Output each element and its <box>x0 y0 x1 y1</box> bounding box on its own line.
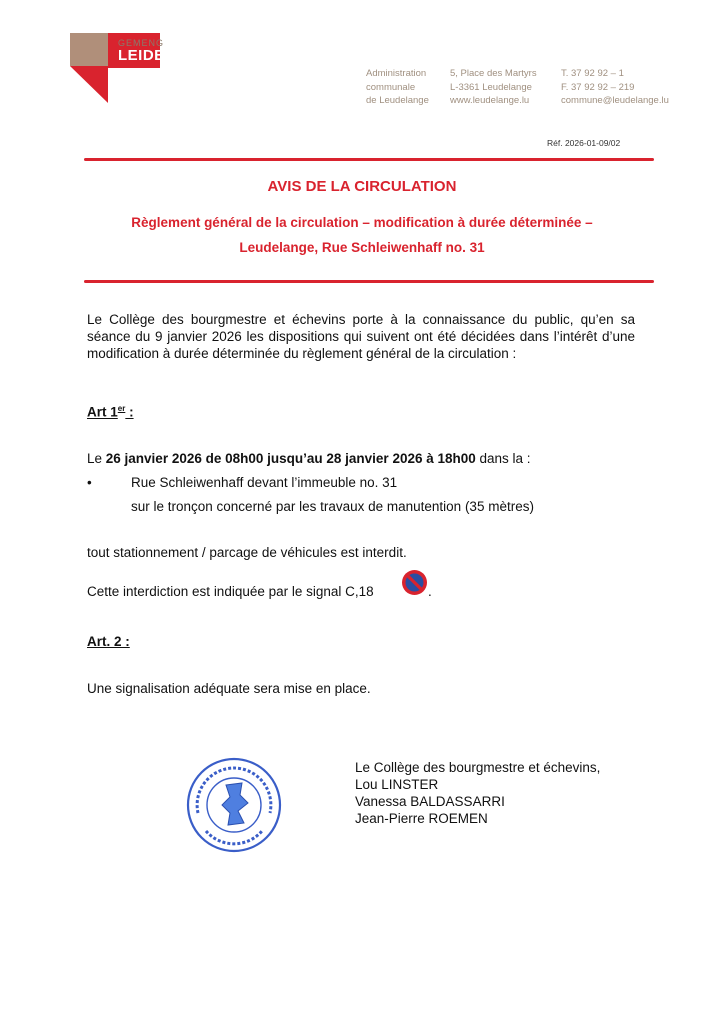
art2-heading: Art. 2 : <box>87 634 130 649</box>
intro-paragraph: Le Collège des bourgmestre et échevins porte à la connaissance du public, qu’en sa séance du 9 janvier 2026 les dispositions qui suivent ont été décidées dans l’intérêt d’une modification à durée déterminée du règlement général de la circulation : <box>87 312 635 361</box>
signature-alderman-1: Vanessa BALDASSARRI <box>355 794 505 809</box>
prohibition-text: tout stationnement / parcage de véhicules est interdit. <box>87 545 407 560</box>
signature-mayor: Lou LINSTER <box>355 777 439 792</box>
header-contact: T. 37 92 92 – 1 F. 37 92 92 – 219 commune@leudelange.lu <box>561 68 669 106</box>
subtitle-line2: Leudelange, Rue Schleiwenhaff no. 31 <box>239 240 485 255</box>
reference-number: Réf. 2026-01-09/02 <box>547 138 621 148</box>
signal-line: Cette interdiction est indiquée par le signal C,18 <box>87 584 374 599</box>
bullet-section: sur le tronçon concerné par les travaux de manutention (35 mètres) <box>131 499 534 514</box>
header-address: 5, Place des Martyrs L-3361 Leudelange www.leudelange.lu <box>450 68 537 106</box>
header-admin: Administration communale de Leudelange <box>366 68 429 106</box>
bullet-street: Rue Schleiwenhaff devant l’immeuble no. 31 <box>131 475 398 490</box>
divider-top <box>84 158 654 161</box>
signal-period: . <box>428 584 432 599</box>
logo-text-gemeng: GEMENG <box>118 38 165 48</box>
official-stamp <box>184 755 284 855</box>
period-line: Le 26 janvier 2026 de 08h00 jusqu’au 28 janvier 2026 à 18h00 dans la : <box>87 451 531 466</box>
no-parking-sign-icon <box>401 569 428 596</box>
subtitle-line1: Règlement général de la circulation – modification à durée déterminée – <box>131 215 593 230</box>
art1-heading: Art 1er : <box>87 404 134 420</box>
bullet-symbol: • <box>87 475 92 490</box>
art2-text: Une signalisation adéquate sera mise en place. <box>87 681 371 696</box>
page-title: AVIS DE LA CIRCULATION <box>267 178 457 195</box>
divider-bottom <box>84 280 654 283</box>
logo-text-leideleng: LEIDELENG <box>118 47 209 64</box>
signature-college: Le Collège des bourgmestre et échevins, <box>355 760 601 775</box>
signature-alderman-2: Jean-Pierre ROEMEN <box>355 811 488 826</box>
